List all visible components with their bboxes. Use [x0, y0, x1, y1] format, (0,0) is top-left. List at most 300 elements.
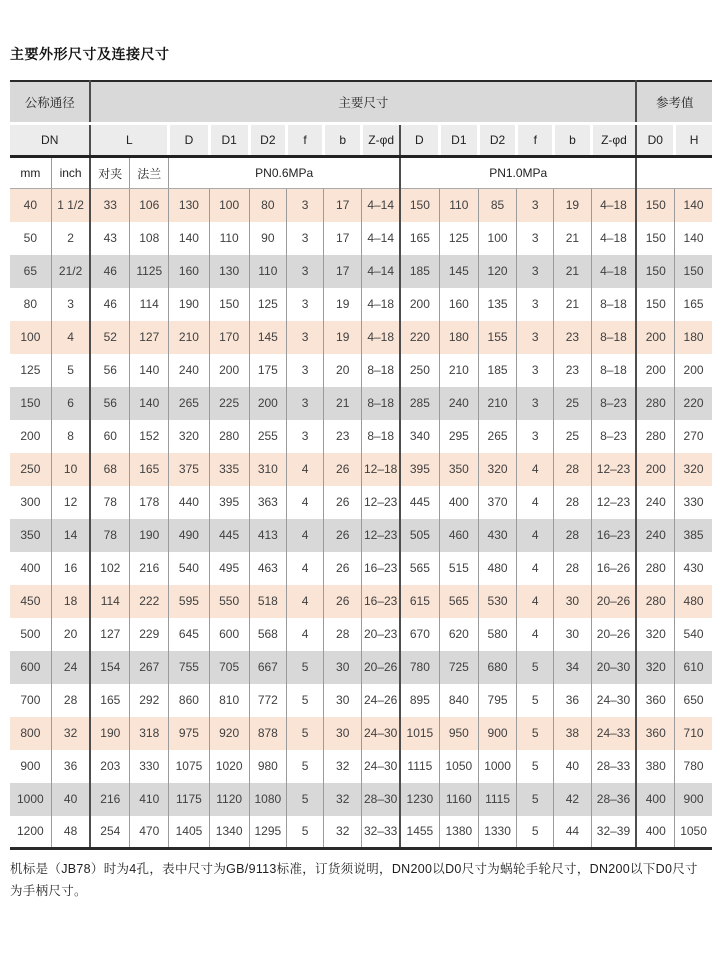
- cell: 21: [554, 255, 591, 288]
- col-header-zd-pn10: Z-φd: [591, 124, 636, 157]
- cell: 28–36: [591, 783, 636, 816]
- cell: 280: [209, 420, 249, 453]
- cell: 225: [209, 387, 249, 420]
- cell: 150: [636, 255, 674, 288]
- cell: 1000: [478, 750, 516, 783]
- cell: 620: [439, 618, 478, 651]
- cell: 8–23: [591, 420, 636, 453]
- table-row: [10, 552, 712, 585]
- cell: 127: [90, 618, 129, 651]
- cell: 645: [169, 618, 209, 651]
- cell: 106: [130, 189, 169, 222]
- cell: 28–33: [591, 750, 636, 783]
- cell: 5: [517, 816, 554, 849]
- cell: 210: [439, 354, 478, 387]
- cell: 110: [439, 189, 478, 222]
- cell: 80: [10, 288, 51, 321]
- cell: 595: [169, 585, 209, 618]
- cell: 100: [209, 189, 249, 222]
- table-row: [10, 618, 712, 651]
- cell: 160: [169, 255, 209, 288]
- cell: 175: [249, 354, 286, 387]
- cell: 400: [636, 783, 674, 816]
- cell: 20–26: [591, 618, 636, 651]
- cell: 100: [478, 222, 516, 255]
- header-unit-row: [10, 157, 712, 189]
- cell: 85: [478, 189, 516, 222]
- unit-header-flange: 法兰: [130, 157, 169, 189]
- cell: 445: [400, 486, 439, 519]
- cell: 26: [324, 552, 362, 585]
- cell: 110: [249, 255, 286, 288]
- cell: 615: [400, 585, 439, 618]
- cell: 568: [249, 618, 286, 651]
- cell: 38: [554, 717, 591, 750]
- cell: 1050: [675, 816, 712, 849]
- cell: 50: [10, 222, 51, 255]
- page-title: 主要外形尺寸及连接尺寸: [10, 46, 170, 62]
- dimension-table-body: [10, 189, 712, 849]
- cell: 3: [517, 288, 554, 321]
- cell: 350: [10, 519, 51, 552]
- table-row: [10, 387, 712, 420]
- cell: 28–30: [362, 783, 400, 816]
- cell: 52: [90, 321, 129, 354]
- cell: 4: [51, 321, 90, 354]
- unit-header-mm: mm: [10, 157, 51, 189]
- cell: 975: [169, 717, 209, 750]
- cell: 840: [439, 684, 478, 717]
- cell: 550: [209, 585, 249, 618]
- cell: 705: [209, 651, 249, 684]
- cell: 25: [554, 420, 591, 453]
- cell: 26: [324, 486, 362, 519]
- cell: 8: [51, 420, 90, 453]
- cell: 1230: [400, 783, 439, 816]
- cell: 20: [51, 618, 90, 651]
- unit-header-pn10: PN1.0MPa: [400, 157, 636, 189]
- cell: 21: [554, 222, 591, 255]
- cell: 445: [209, 519, 249, 552]
- cell: 28: [554, 552, 591, 585]
- cell: 23: [554, 354, 591, 387]
- cell: 8–18: [362, 420, 400, 453]
- cell: 980: [249, 750, 286, 783]
- cell: 140: [130, 354, 169, 387]
- cell: 480: [478, 552, 516, 585]
- cell: 185: [478, 354, 516, 387]
- cell: 8–23: [591, 387, 636, 420]
- header-group-row: [10, 81, 712, 124]
- cell: 200: [675, 354, 712, 387]
- table-row: [10, 585, 712, 618]
- cell: 12: [51, 486, 90, 519]
- cell: 330: [675, 486, 712, 519]
- table-row: [10, 453, 712, 486]
- cell: 5: [517, 750, 554, 783]
- cell: 20–23: [362, 618, 400, 651]
- cell: 600: [10, 651, 51, 684]
- cell: 65: [10, 255, 51, 288]
- cell: 1080: [249, 783, 286, 816]
- cell: 24: [51, 651, 90, 684]
- header-dimension-row: [10, 124, 712, 157]
- cell: 320: [636, 618, 674, 651]
- cell: 16–26: [591, 552, 636, 585]
- table-row: [10, 816, 712, 849]
- cell: 20–26: [362, 651, 400, 684]
- cell: 220: [675, 387, 712, 420]
- cell: 240: [439, 387, 478, 420]
- cell: 140: [675, 222, 712, 255]
- cell: 154: [90, 651, 129, 684]
- cell: 370: [478, 486, 516, 519]
- cell: 150: [209, 288, 249, 321]
- cell: 4–18: [591, 255, 636, 288]
- cell: 240: [636, 486, 674, 519]
- cell: 5: [517, 684, 554, 717]
- cell: 40: [51, 783, 90, 816]
- cell: 1015: [400, 717, 439, 750]
- cell: 1000: [10, 783, 51, 816]
- cell: 670: [400, 618, 439, 651]
- cell: 4: [517, 519, 554, 552]
- cell: 772: [249, 684, 286, 717]
- cell: 200: [209, 354, 249, 387]
- cell: 810: [209, 684, 249, 717]
- cell: 110: [209, 222, 249, 255]
- cell: 40: [554, 750, 591, 783]
- col-header-zd-pn06: Z-φd: [362, 124, 400, 157]
- cell: 78: [90, 486, 129, 519]
- table-row: [10, 420, 712, 453]
- cell: 495: [209, 552, 249, 585]
- cell: 710: [675, 717, 712, 750]
- cell: 30: [324, 651, 362, 684]
- cell: 1295: [249, 816, 286, 849]
- cell: 23: [554, 321, 591, 354]
- cell: 200: [10, 420, 51, 453]
- cell: 310: [249, 453, 286, 486]
- cell: 1160: [439, 783, 478, 816]
- cell: 340: [400, 420, 439, 453]
- cell: 4: [286, 552, 323, 585]
- cell: 150: [636, 222, 674, 255]
- cell: 878: [249, 717, 286, 750]
- cell: 32: [324, 750, 362, 783]
- cell: 700: [10, 684, 51, 717]
- cell: 20: [324, 354, 362, 387]
- cell: 135: [478, 288, 516, 321]
- cell: 518: [249, 585, 286, 618]
- cell: 1020: [209, 750, 249, 783]
- cell: 1405: [169, 816, 209, 849]
- cell: 330: [130, 750, 169, 783]
- cell: 34: [554, 651, 591, 684]
- cell: 152: [130, 420, 169, 453]
- cell: 300: [10, 486, 51, 519]
- cell: 725: [439, 651, 478, 684]
- cell: 200: [636, 453, 674, 486]
- cell: 1125: [130, 255, 169, 288]
- cell: 5: [286, 783, 323, 816]
- cell: 430: [675, 552, 712, 585]
- cell: 155: [478, 321, 516, 354]
- cell: 18: [51, 585, 90, 618]
- cell: 250: [400, 354, 439, 387]
- cell: 270: [675, 420, 712, 453]
- cell: 4: [517, 486, 554, 519]
- cell: 5: [286, 651, 323, 684]
- cell: 30: [324, 684, 362, 717]
- cell: 30: [554, 585, 591, 618]
- cell: 28: [51, 684, 90, 717]
- cell: 4–14: [362, 189, 400, 222]
- cell: 10: [51, 453, 90, 486]
- cell: 5: [286, 816, 323, 849]
- cell: 5: [286, 717, 323, 750]
- cell: 46: [90, 288, 129, 321]
- cell: 4: [517, 453, 554, 486]
- cell: 165: [675, 288, 712, 321]
- cell: 1115: [478, 783, 516, 816]
- cell: 190: [90, 717, 129, 750]
- table-row: [10, 255, 712, 288]
- cell: 150: [636, 189, 674, 222]
- cell: 515: [439, 552, 478, 585]
- cell: 170: [209, 321, 249, 354]
- cell: 140: [169, 222, 209, 255]
- cell: 2: [51, 222, 90, 255]
- cell: 17: [324, 222, 362, 255]
- table-row: [10, 321, 712, 354]
- cell: 5: [51, 354, 90, 387]
- table-row: [10, 222, 712, 255]
- unit-header-reference-blank: [636, 157, 712, 189]
- cell: 500: [10, 618, 51, 651]
- cell: 56: [90, 354, 129, 387]
- col-header-d1-pn10: D1: [439, 124, 478, 157]
- cell: 4: [517, 552, 554, 585]
- cell: 220: [400, 321, 439, 354]
- cell: 120: [478, 255, 516, 288]
- cell: 150: [675, 255, 712, 288]
- cell: 580: [478, 618, 516, 651]
- table-row: [10, 717, 712, 750]
- cell: 3: [286, 321, 323, 354]
- cell: 3: [286, 420, 323, 453]
- cell: 400: [10, 552, 51, 585]
- cell: 360: [636, 717, 674, 750]
- cell: 400: [636, 816, 674, 849]
- cell: 610: [675, 651, 712, 684]
- col-header-d-pn10: D: [400, 124, 439, 157]
- cell: 46: [90, 255, 129, 288]
- cell: 16: [51, 552, 90, 585]
- cell: 410: [130, 783, 169, 816]
- cell: 530: [478, 585, 516, 618]
- cell: 21: [554, 288, 591, 321]
- unit-header-wafer: 对夹: [90, 157, 129, 189]
- cell: 12–23: [591, 486, 636, 519]
- cell: 650: [675, 684, 712, 717]
- cell: 320: [169, 420, 209, 453]
- cell: 17: [324, 189, 362, 222]
- cell: 60: [90, 420, 129, 453]
- cell: 210: [169, 321, 209, 354]
- cell: 3: [286, 288, 323, 321]
- cell: 12–23: [591, 453, 636, 486]
- cell: 4–18: [591, 189, 636, 222]
- cell: 3: [286, 222, 323, 255]
- cell: 450: [10, 585, 51, 618]
- cell: 26: [324, 453, 362, 486]
- cell: 90: [249, 222, 286, 255]
- cell: 130: [169, 189, 209, 222]
- cell: 4: [286, 453, 323, 486]
- cell: 1380: [439, 816, 478, 849]
- cell: 565: [439, 585, 478, 618]
- cell: 1330: [478, 816, 516, 849]
- cell: 490: [169, 519, 209, 552]
- cell: 8–18: [591, 354, 636, 387]
- cell: 24–30: [591, 684, 636, 717]
- cell: 17: [324, 255, 362, 288]
- header-nominal-diameter: 公称通径: [10, 81, 90, 124]
- col-header-l: L: [90, 124, 168, 157]
- table-row: [10, 783, 712, 816]
- cell: 267: [130, 651, 169, 684]
- table-row: [10, 684, 712, 717]
- col-header-d0: D0: [636, 124, 674, 157]
- cell: 363: [249, 486, 286, 519]
- cell: 12–18: [362, 453, 400, 486]
- cell: 125: [439, 222, 478, 255]
- cell: 1050: [439, 750, 478, 783]
- cell: 335: [209, 453, 249, 486]
- cell: 24–30: [362, 717, 400, 750]
- cell: 1075: [169, 750, 209, 783]
- cell: 240: [169, 354, 209, 387]
- cell: 895: [400, 684, 439, 717]
- cell: 16–23: [362, 552, 400, 585]
- cell: 42: [554, 783, 591, 816]
- cell: 3: [517, 354, 554, 387]
- cell: 292: [130, 684, 169, 717]
- unit-header-pn06: PN0.6MPa: [169, 157, 400, 189]
- col-header-d-pn06: D: [169, 124, 209, 157]
- cell: 8–18: [591, 288, 636, 321]
- cell: 900: [478, 717, 516, 750]
- cell: 180: [675, 321, 712, 354]
- cell: 222: [130, 585, 169, 618]
- cell: 203: [90, 750, 129, 783]
- cell: 26: [324, 519, 362, 552]
- cell: 900: [10, 750, 51, 783]
- cell: 190: [169, 288, 209, 321]
- cell: 4–18: [362, 288, 400, 321]
- cell: 1120: [209, 783, 249, 816]
- header-main-dimensions: 主要尺寸: [90, 81, 636, 124]
- cell: 19: [554, 189, 591, 222]
- cell: 125: [249, 288, 286, 321]
- table-row: [10, 519, 712, 552]
- cell: 8–18: [362, 387, 400, 420]
- cell: 33: [90, 189, 129, 222]
- cell: 3: [517, 222, 554, 255]
- cell: 3: [286, 189, 323, 222]
- cell: 32: [51, 717, 90, 750]
- cell: 440: [169, 486, 209, 519]
- cell: 1175: [169, 783, 209, 816]
- table-row: [10, 651, 712, 684]
- cell: 8–18: [362, 354, 400, 387]
- cell: 20–30: [591, 651, 636, 684]
- cell: 36: [51, 750, 90, 783]
- footnote: 机标是（JB78）时为4孔，表中尺寸为GB/9113标准，订货须说明，DN200以D0尺寸为蜗轮手轮尺寸，DN200以下D0尺寸为手柄尺寸。: [10, 862, 698, 898]
- cell: 32–33: [362, 816, 400, 849]
- cell: 28: [554, 486, 591, 519]
- cell: 28: [554, 519, 591, 552]
- cell: 30: [324, 717, 362, 750]
- cell: 667: [249, 651, 286, 684]
- cell: 24–30: [362, 750, 400, 783]
- cell: 25: [554, 387, 591, 420]
- cell: 5: [286, 750, 323, 783]
- cell: 185: [400, 255, 439, 288]
- cell: 160: [439, 288, 478, 321]
- cell: 140: [675, 189, 712, 222]
- cell: 190: [130, 519, 169, 552]
- table-row: [10, 750, 712, 783]
- cell: 4: [517, 585, 554, 618]
- cell: 4–18: [591, 222, 636, 255]
- cell: 140: [130, 387, 169, 420]
- cell: 40: [10, 189, 51, 222]
- cell: 900: [675, 783, 712, 816]
- cell: 125: [10, 354, 51, 387]
- cell: 400: [439, 486, 478, 519]
- cell: 755: [169, 651, 209, 684]
- cell: 4: [286, 618, 323, 651]
- cell: 100: [10, 321, 51, 354]
- cell: 200: [249, 387, 286, 420]
- cell: 5: [517, 717, 554, 750]
- cell: 255: [249, 420, 286, 453]
- cell: 795: [478, 684, 516, 717]
- cell: 360: [636, 684, 674, 717]
- cell: 145: [439, 255, 478, 288]
- cell: 24–26: [362, 684, 400, 717]
- cell: 216: [90, 783, 129, 816]
- cell: 44: [554, 816, 591, 849]
- cell: 280: [636, 552, 674, 585]
- cell: 5: [517, 783, 554, 816]
- cell: 265: [478, 420, 516, 453]
- cell: 1455: [400, 816, 439, 849]
- cell: 114: [130, 288, 169, 321]
- cell: 295: [439, 420, 478, 453]
- cell: 16–23: [591, 519, 636, 552]
- cell: 32–39: [591, 816, 636, 849]
- header-reference-values: 参考值: [636, 81, 712, 124]
- cell: 127: [130, 321, 169, 354]
- cell: 413: [249, 519, 286, 552]
- cell: 800: [10, 717, 51, 750]
- cell: 780: [675, 750, 712, 783]
- cell: 320: [636, 651, 674, 684]
- cell: 145: [249, 321, 286, 354]
